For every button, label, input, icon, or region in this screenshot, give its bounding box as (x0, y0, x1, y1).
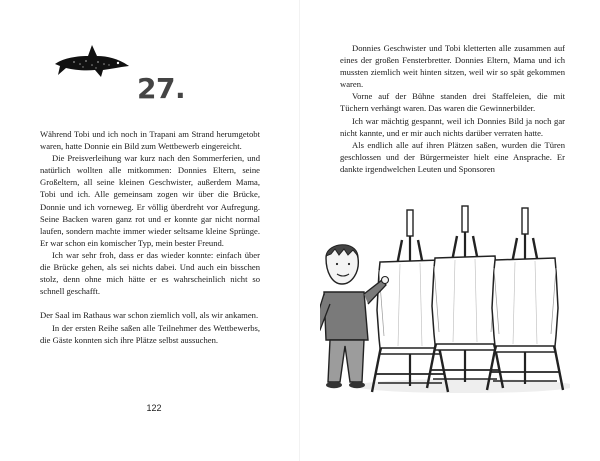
shark-icon (52, 42, 132, 82)
paragraph: Ich war mächtig gespannt, weil ich Donnies Bild ja noch gar nicht kannte, und er mir auch nichts darüber verraten hatte. (340, 115, 565, 138)
paragraph: Der Saal im Rathaus war schon ziemlich voll, als wir ankamen. (40, 310, 259, 321)
chapter-number: 27. (137, 72, 186, 105)
right-page-text (340, 42, 565, 175)
page-number: 122 (146, 403, 162, 413)
paragraph: Donnies Geschwister und Tobi kletterten alle zusammen auf eines der großen Fensterbretter. Donnies Eltern, Mama und ich mussten ziemlich weit hinten sitzen, weil wir so spät gekommen waren. (340, 43, 565, 90)
paragraph: Ich war sehr froh, dass er das wieder konnte: einfach über die Brücke gehen, als sei nichts dabei. Und auch ein bisschen stolz, denn ohne mich hätte er es wahrscheinlich nicht so schnell geschafft. (40, 249, 260, 297)
left-page-text (40, 128, 260, 346)
paragraph: Vorne auf der Bühne standen drei Staffeleien, die mit Tüchern verhängt waren. Das waren die Gewinnerbilder. (340, 91, 565, 114)
paragraph: Während Tobi und ich noch in Trapani am Strand herumgetobt waren, hatte Donnie ein Bild zum Wettbewerb eingereicht. (40, 129, 260, 152)
paragraph: Als endlich alle auf ihren Plätzen saßen, wurden die Türen geschlossen und der Bürgermeister hielt eine Ansprache. Er dankte irgendwelchen Leuten und Sponsoren (340, 139, 565, 174)
paragraph: In der ersten Reihe saßen alle Teilnehmer des Wettbewerbs, die Gäste konnten sich ihre Plätze selbst aussuchen. (40, 322, 260, 345)
paragraph: Die Preisverleihung war kurz nach den Sommerferien, und natürlich wollten alle mitkommen: Donnies Eltern, seine Großeltern, all seine kleinen Geschwister, außerdem Mama, Tobi und ich. Alle gemeinsam zogen wir über die Brücke, Donnie und ich vorneweg. Er völlig überdreht vor Aufregung. Seine Backen waren ganz rot und er konnte gar nicht normal laufen, sondern machte immer wieder seltsame kleine Sprünge. Er war schon ein komischer Typ, mein bester Freund. (40, 153, 260, 248)
easels-illustration (320, 200, 570, 405)
